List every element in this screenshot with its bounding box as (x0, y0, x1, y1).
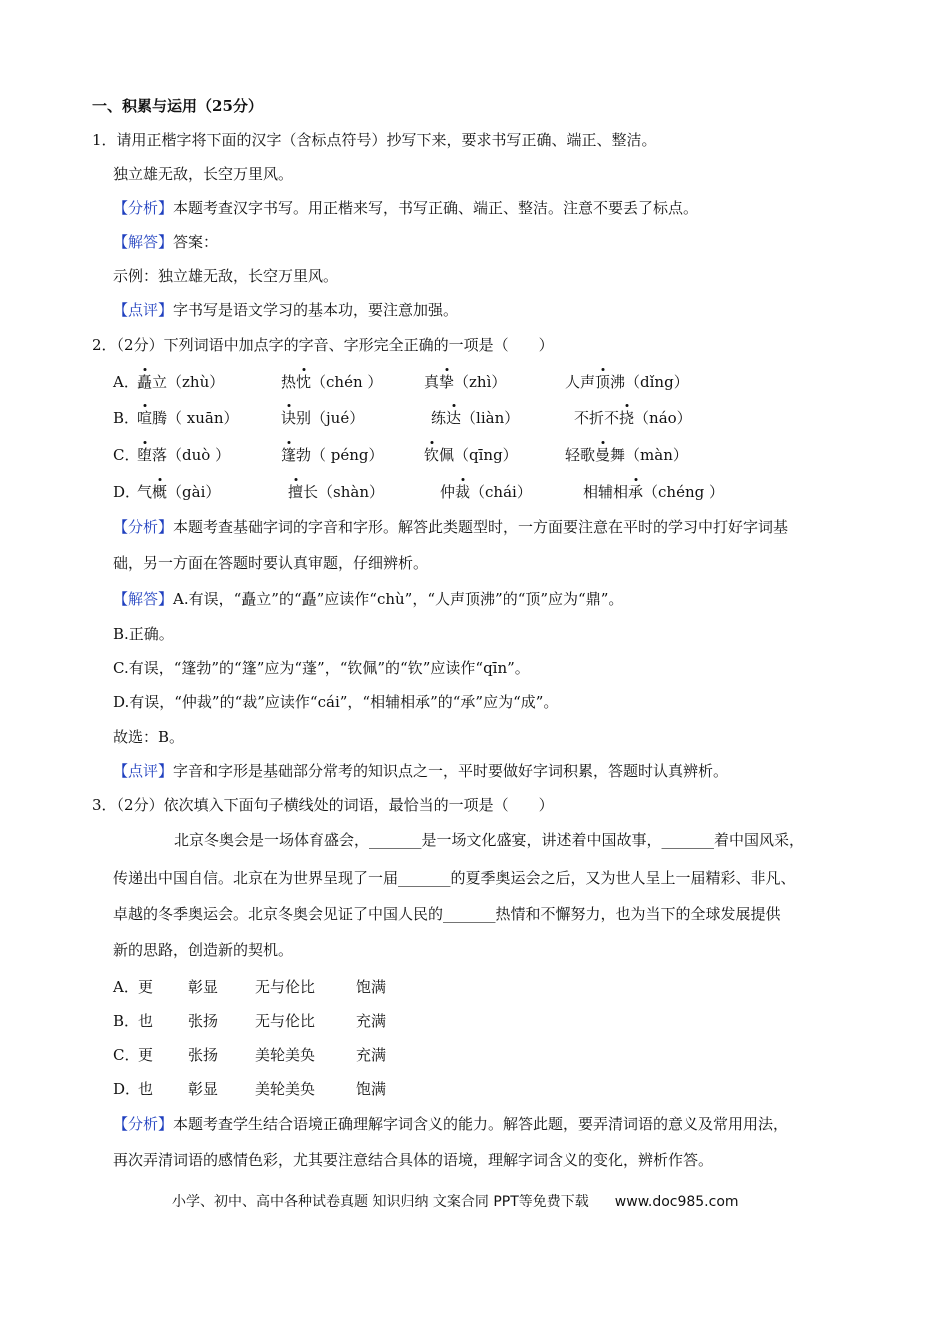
comment-tag: 【点评】 (113, 762, 174, 780)
word-4: 人声顶沸（dǐng） (565, 373, 689, 391)
comment-tag: 【点评】 (113, 301, 174, 319)
choice-2: 张扬 (188, 1012, 219, 1030)
q1-analysis (113, 198, 698, 218)
word-4: 不折不挠（náo） (574, 409, 692, 427)
choice-2: 彰显 (188, 978, 219, 996)
choice-2: 彰显 (188, 1080, 219, 1098)
word-3: 练达（liàn） (431, 409, 520, 427)
q1-example: 示例：独立雄无敌，长空万里风。 (113, 267, 339, 285)
option-label: D． (113, 1080, 141, 1098)
option-label: B． (113, 1012, 140, 1030)
option-label: C． (113, 1046, 140, 1064)
answer-tag: 【解答】 (113, 233, 174, 251)
q1-comment (113, 300, 458, 320)
q2-analysis-text-1: 本题考查基础字词的字音和字形。解答此类题型时，一方面要注意在平时的学习中打好字词基 (173, 518, 789, 536)
q3-passage-3: 卓越的冬季奥运会。北京冬奥会见证了中国人民的_______热情和不懈努力，也为当下的全球发展提供 (113, 905, 781, 923)
choice-2: 张扬 (188, 1046, 219, 1064)
q2-comment (113, 761, 728, 781)
word-3: 仲裁（chái） (440, 483, 532, 501)
word-4: 轻歌曼舞（màn） (565, 446, 688, 464)
analysis-tag: 【分析】 (113, 199, 174, 217)
word-3: 钦佩（qīng） (424, 446, 518, 464)
q3-passage-2: 传递出中国自信。北京在为世界呈现了一届_______的夏季奥运会之后，又为世人呈上一届精彩、非凡、 (113, 869, 796, 887)
page-footer (172, 1191, 739, 1211)
option-label: A． (113, 978, 139, 996)
choice-3: 美轮美奂 (255, 1046, 316, 1064)
q1-analysis-text: 本题考查汉字书写。用正楷来写，书写正确、端正、整洁。注意不要丢了标点。 (173, 199, 699, 217)
word-3: 真挚（zhì） (424, 373, 507, 391)
choice-4: 充满 (356, 1046, 387, 1064)
choice-3: 美轮美奂 (255, 1080, 316, 1098)
q1-stem: 1．请用正楷字将下面的汉字（含标点符号）抄写下来，要求书写正确、端正、整洁。 (92, 131, 657, 149)
word-2: 热忱（chén ） (281, 373, 383, 391)
q1-answer (113, 232, 218, 252)
q3-stem: 3．（2分）依次填入下面句子横线处的词语，最恰当的一项是（ ） (92, 796, 554, 814)
choice-1: 也 (138, 1080, 154, 1098)
q2-answer-a: A.有误，“矗立”的“矗”应读作“chù”，“人声顶沸”的“顶”应为“鼎”。 (173, 590, 624, 608)
word-1: 矗立（zhù） (137, 373, 225, 391)
choice-1: 更 (138, 978, 154, 996)
option-label: D． (113, 483, 141, 501)
q2-comment-text: 字音和字形是基础部分常考的知识点之一，平时要做好字词积累，答题时认真辨析。 (173, 762, 729, 780)
analysis-tag: 【分析】 (113, 518, 174, 536)
q2-analysis (113, 517, 788, 537)
choice-4: 饱满 (356, 978, 387, 996)
word-1: 喧腾（ xuān） (137, 409, 239, 427)
q1-text: 独立雄无敌，长空万里风。 (113, 165, 294, 183)
option-label: B． (113, 409, 140, 427)
choice-3: 无与伦比 (255, 978, 316, 996)
q3-analysis-text-1: 本题考查学生结合语境正确理解字词含义的能力。解答此题，要弄清词语的意义及常用用法， (173, 1115, 789, 1133)
word-1: 堕落（duò ） (137, 446, 231, 464)
q2-answer-c: C.有误，“篷勃”的“篷”应为“蓬”，“钦佩”的“钦”应读作“qīn”。 (113, 659, 530, 677)
q1-comment-text: 字书写是语文学习的基本功，要注意加强。 (173, 301, 459, 319)
q2-answer-d: D.有误，“仲裁”的“裁”应读作“cái”，“相辅相承”的“承”应为“成”。 (113, 693, 559, 711)
choice-1: 更 (138, 1046, 154, 1064)
word-2: 擅长（shàn） (288, 483, 384, 501)
analysis-tag: 【分析】 (113, 1115, 174, 1133)
q2-answer-b: B.正确。 (113, 625, 174, 643)
section-title: 一、积累与运用（25分） (92, 97, 263, 115)
q2-analysis-text-2: 础，另一方面在答题时要认真审题，仔细辨析。 (113, 554, 429, 572)
word-2: 篷勃（ péng） (281, 446, 384, 464)
word-1: 气概（gài） (137, 483, 221, 501)
choice-3: 无与伦比 (255, 1012, 316, 1030)
choice-4: 饱满 (356, 1080, 387, 1098)
q3-analysis-text-2: 再次弄清词语的感情色彩，尤其要注意结合具体的语境，理解字词含义的变化，辨析作答。 (113, 1151, 714, 1169)
q3-analysis (113, 1114, 788, 1134)
q2-stem: 2．（2分）下列词语中加点字的字音、字形完全正确的一项是（ ） (92, 336, 554, 354)
option-label: A． (113, 373, 139, 391)
q1-answer-text: 答案： (173, 233, 219, 251)
word-4: 相辅相承（chéng ） (583, 483, 725, 501)
word-2: 诀别（jué） (281, 409, 365, 427)
q3-passage-4: 新的思路，创造新的契机。 (113, 941, 294, 959)
choice-4: 充满 (356, 1012, 387, 1030)
q2-answer (113, 589, 623, 609)
answer-tag: 【解答】 (113, 590, 174, 608)
footer-url[interactable]: www.doc985.com (614, 1194, 739, 1210)
footer-text: 小学、初中、高中各种试卷真题 知识归纳 文案合同 PPT等免费下载 (172, 1194, 589, 1210)
q2-choice: 故选：B。 (113, 728, 185, 746)
q3-passage-1: 北京冬奥会是一场体育盛会，_______是一场文化盛宴，讲述着中国故事，_______着中国风采， (174, 831, 805, 849)
choice-1: 也 (138, 1012, 154, 1030)
option-label: C． (113, 446, 140, 464)
